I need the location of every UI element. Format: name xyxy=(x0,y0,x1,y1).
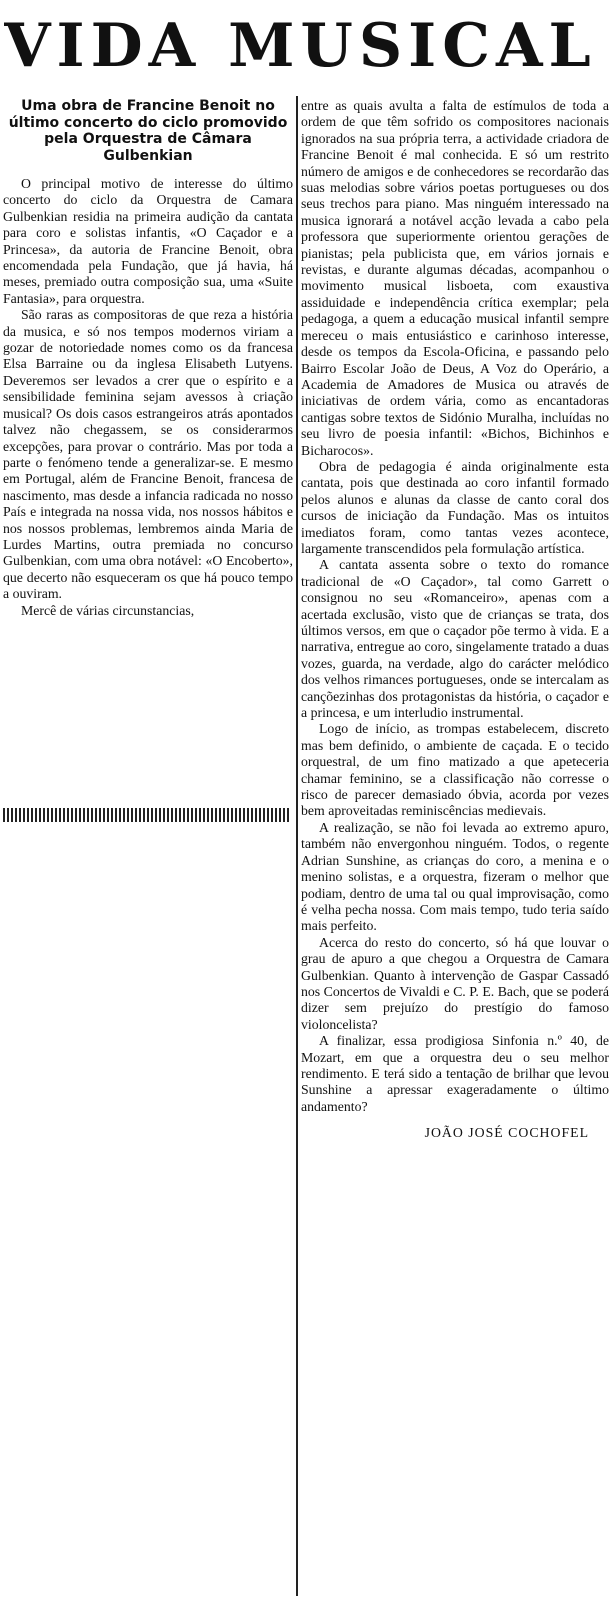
article-paragraph: A cantata assenta sobre o texto do romance tradicional de «O Caçador», tal como Garrett o consignou no seu «Romanceiro», apenas com a acertada exclusão, visto que de crianças se trata, dos últimos versos, em que o caçador põe termo à vida. E a narrativa, entregue ao coro, singelamente tratado a duas vozes, guarda, na verdade, algo do carácter melódico dos velhos rimances portugueses, onde se intercalam as cançõezinhas dos protagonistas da história, o caçador e a princesa, e um interludio instrumental. xyxy=(301,557,609,721)
column-divider xyxy=(296,96,298,1596)
right-column xyxy=(301,98,609,1596)
article-paragraph: São raras as compositoras de que reza a história da musica, e só nos tempos modernos viriam a gozar de notoriedade nomes como os da francesa Elsa Barraine ou da inglesa Elisabeth Lutyens. Deveremos ser levados a crer que o espírito e a sensibilidade feminina sejam avessos à criação musical? Os dois casos estrangeiros atrás apontados talvez não chegassem, se os considerarmos excepções, para provar o contrário. Mas por toda a parte o fenómeno tende a generalizar-se. E mesmo em Portugal, além de Francine Benoit, francesa de nascimento, mas desde a infancia radicada no nosso País e integrada na nossa vida, nos nossos hábitos e nos nossos problemas, lembremos ainda Maria de Lurdes Martins, outra premiada no concurso Gulbenkian, com uma obra notável: «O Encoberto», que decerto não esqueceram os que há pouco tempo a ouviram. xyxy=(3,307,293,602)
article-paragraph: O principal motivo de interesse do último concerto do ciclo da Orquestra de Camara Gulbenkian residia na primeira audição da cantata para coro e solistas infantis, «O Caçador e a Princesa», da autoria de Francine Benoit, obra encomendada pela Fundação, que já havia, há meses, premiado outra composição sua, uma «Suite Fantasia», para orquestra. xyxy=(3,176,293,306)
column-end-rule xyxy=(3,808,290,822)
article-headline: Uma obra de Francine Benoit no último concerto do ciclo promovido pela Orquestra de Câmara Gulbenkian xyxy=(8,98,288,164)
article-paragraph: A finalizar, essa prodigiosa Sinfonia n.º 40, de Mozart, em que a orquestra deu o seu melhor rendimento. E terá sido a tentação de brilhar que levou Sunshine a apressar exageradamente o último andamento? xyxy=(301,1033,609,1114)
left-column xyxy=(3,98,293,798)
article-paragraph: Acerca do resto do concerto, só há que louvar o grau de apuro a que chegou a Orquestra de Camara Gulbenkian. Quanto à intervenção de Gaspar Cassadó nos Concertos de Vivaldi e C. P. E. Bach, que se poderá dizer sem prejuízo do prestígio do famoso violoncelista? xyxy=(301,934,609,1032)
article-paragraph: Obra de pedagogia é ainda originalmente esta cantata, pois que destinada ao coro infantil formado pelos alunos e alunas da classe de canto coral dos cursos de iniciação da Fundação. Mas os intuitos imediatos foram, como tantas vezes acontece, largamente transcendidos pela formulação artística. xyxy=(301,458,609,556)
article-paragraph: Logo de início, as trompas estabelecem, discreto mas bem definido, o ambiente de caçada. E o tecido orquestral, de um fino matizado a que apeteceria chamar feminino, se a classificação não corresse o risco de parecer demasiado óbvia, acorda por vezes bem aproveitadas reminiscências medievais. xyxy=(301,721,609,819)
author-signature: JOÃO JOSÉ COCHOFEL xyxy=(424,1125,589,1141)
article-paragraph: Mercê de várias circunstancias, xyxy=(21,602,195,618)
section-masthead: VIDA MUSICAL xyxy=(4,11,597,81)
article-paragraph-continued: entre as quais avulta a falta de estímulos de toda a ordem de que têm sofrido os compositores nacionais ignorados na sua própria terra, a actividade criadora de Francine Benoit é mal conhecida. E só um restrito número de amigos e de conhecedores se recordarão das suas melodias sobre vários poetas portugueses ou dos seus trechos para piano. Mas ninguém interessado na musica ignorará a notável acção levada a cabo pela professora que superiormente orientou gerações de pianistas; pela publicista que, em vários jornais e revistas, e durante algumas décadas, acompanhou o movimento musical lisboeta, com exaustiva assiduidade e independência crítica exemplar; pela pedagoga, a quem a educação musical infantil sempre mereceu o mais entusiástico e carinhoso interesse, desde os tempos da Escola-Oficina, e passando pelo Bairro Escolar João de Deus, A Voz do Operário, a Academia de Amadores de Musica ou através de iniciativas de ordem vária, como as encantadoras cantigas sobre textos de Sidónio Muralha, incluídas no seu livro de poesia infantil: «Bichos, Bichinhos e Bicharocos». xyxy=(301,98,609,458)
article-paragraph: A realização, se não foi levada ao extremo apuro, também não envergonhou ninguém. Todos, o regente Adrian Sunshine, as crianças do coro, a menina e o menino solistas, e a orquestra, fizeram o melhor que podiam, dentro de uma tal ou qual improvisação, como é velha pecha nossa. Com mais tempo, tudo teria saído mais perfeito. xyxy=(301,819,609,934)
